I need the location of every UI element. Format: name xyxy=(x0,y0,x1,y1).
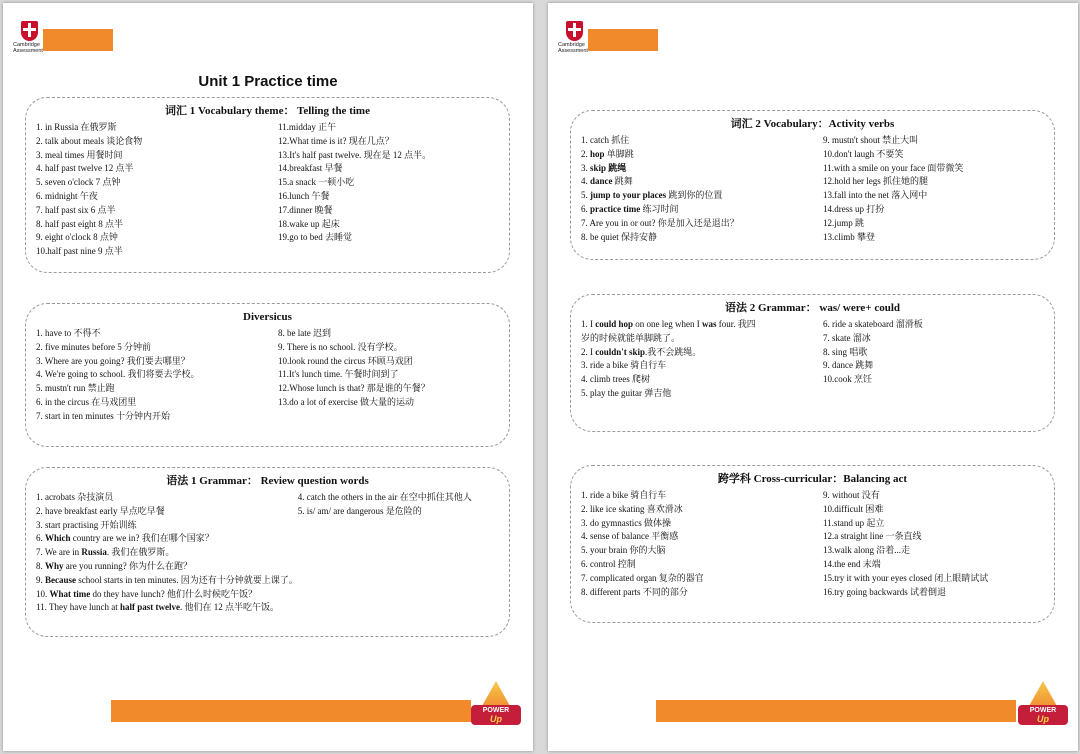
column-right xyxy=(278,121,499,259)
list-item: 1. acrobats 杂技演员 xyxy=(36,492,114,502)
list-item: 16.try going backwards 试着倒退 xyxy=(823,586,946,597)
list-item: 10.difficult 困难 xyxy=(823,503,884,514)
column-left xyxy=(581,318,823,401)
footer-accent-bar xyxy=(111,700,471,722)
list-item: 15.try it with your eyes closed 闭上眼睛试试 xyxy=(823,572,989,583)
list-item: 9. eight o'clock 8 点钟 xyxy=(36,232,118,243)
list-item: 5. jump to your places 跳到你的位置 xyxy=(581,190,723,201)
footer-accent-bar xyxy=(656,700,1016,722)
list-item: 4. dance 跳舞 xyxy=(581,176,633,187)
list-item: 5. your brain 你的大脑 xyxy=(581,545,666,556)
list-item: 2. talk about meals 谈论食物 xyxy=(36,135,143,146)
list-item: 13.It's half past twelve. 现在是 12 点半。 xyxy=(278,149,432,160)
list-item: 10.half past nine 9 点半 xyxy=(36,246,123,257)
list-item: 2. hop 单脚跳 xyxy=(581,148,634,159)
box-title: 跨学科 Cross-curricular：Balancing act xyxy=(717,473,908,485)
column-right xyxy=(823,489,1044,599)
power-up-badge-icon: POWER Up xyxy=(1018,681,1068,733)
column-left xyxy=(36,491,298,615)
header-accent-bar xyxy=(588,29,658,51)
vocabulary-1-box xyxy=(25,97,510,273)
cambridge-logo: Cambridge Assessment xyxy=(13,21,49,57)
list-item: 15.a snack 一顿小吃 xyxy=(278,177,355,188)
power-up-badge-icon: POWER Up xyxy=(471,681,521,733)
column-left xyxy=(36,327,278,424)
list-item: 17.dinner 晚餐 xyxy=(278,204,333,215)
list-item: 7. half past six 6 点半 xyxy=(36,204,116,215)
list-item: 8. different parts 不同的部分 xyxy=(581,586,688,597)
list-item: 10.don't laugh 不要笑 xyxy=(823,148,904,159)
box-title: 语法 2 Grammar： was/ were+ could xyxy=(724,302,900,314)
list-item: 4. half past twelve 12 点半 xyxy=(36,163,134,174)
cross-curricular-box xyxy=(570,465,1055,623)
list-item: 4. catch the others in the air 在空中抓住其他人 xyxy=(297,492,472,502)
list-item: 7. skate 溜冰 xyxy=(823,332,871,343)
list-item: 12.hold her legs 抓住她的腿 xyxy=(823,176,928,187)
page-title: Unit 1 Practice time xyxy=(198,73,338,90)
list-item: 5. mustn't run 禁止跑 xyxy=(36,383,115,394)
list-item: 7. start in ten minutes 十分钟内开始 xyxy=(36,410,170,421)
list-item: 7. complicated organ 复杂的器官 xyxy=(581,572,704,583)
list-item: 12.What time is it? 现在几点？ xyxy=(278,135,394,146)
list-item: 3. skip 跳绳 xyxy=(581,162,627,173)
list-item: 8. Why are you running? 你为什么在跑？ xyxy=(36,560,192,571)
column-right xyxy=(278,327,499,424)
shield-icon xyxy=(566,21,583,41)
list-item: 3. start practising 开始训练 xyxy=(36,519,137,530)
list-item: 岁的时候就能单脚跳了。 xyxy=(581,332,681,343)
list-item: 18.wake up 起床 xyxy=(278,218,340,229)
list-item: 19.go to bed 去睡觉 xyxy=(278,232,352,243)
list-item: 1. have to 不得不 xyxy=(36,328,101,338)
list-item: 6. Which country are we in? 我们在哪个国家？ xyxy=(36,533,214,544)
list-item: 6. ride a skateboard 溜滑板 xyxy=(823,319,923,329)
list-item: 5. play the guitar 弹吉他 xyxy=(581,387,672,398)
vocabulary-2-box xyxy=(570,110,1055,260)
list-item: 6. midnight 午夜 xyxy=(36,190,98,201)
list-item: 11. They have lunch at half past twelve. 他们在 12 点半吃午饭。 xyxy=(36,602,279,613)
list-item: 7. Are you in or out? 你是加入还是退出？ xyxy=(581,217,739,228)
list-item: 4. sense of balance 平衡感 xyxy=(581,531,679,542)
list-item: 8. half past eight 8 点半 xyxy=(36,218,123,229)
box-title: 语法 1 Grammar： Review question words xyxy=(166,475,369,487)
column-right xyxy=(823,318,1044,401)
header-accent-bar xyxy=(43,29,113,51)
list-item: 9. dance 跳舞 xyxy=(823,360,874,371)
column-left xyxy=(36,121,278,259)
list-item: 2. like ice skating 喜欢滑冰 xyxy=(581,503,683,514)
list-item: 12.jump 跳 xyxy=(823,217,865,228)
list-item: 6. practice time 练习时间 xyxy=(581,203,679,214)
list-item: 13.fall into the net 落入网中 xyxy=(823,190,928,201)
list-item: 1. in Russia 在俄罗斯 xyxy=(36,122,117,132)
list-item: 5. is/ am/ are dangerous 是危险的 xyxy=(297,505,422,516)
list-item: 8. be late 迟到 xyxy=(278,328,331,338)
list-item: 8. sing 唱歌 xyxy=(823,346,868,357)
list-item: 11.midday 正午 xyxy=(278,122,337,132)
list-item: 14.breakfast 早餐 xyxy=(278,163,343,174)
list-item: 3. do gymnastics 做体操 xyxy=(581,517,671,528)
diversicus-box xyxy=(25,303,510,447)
shield-icon xyxy=(21,21,38,41)
column-right xyxy=(298,491,499,615)
grammar-2-box xyxy=(570,294,1055,432)
list-item: 1. I could hop on one leg when I was four. 我四 xyxy=(581,319,756,329)
list-item: 13.do a lot of exercise 做大量的运动 xyxy=(278,396,414,407)
box-title: Diversicus xyxy=(243,311,292,323)
list-item: 10.cook 烹饪 xyxy=(823,374,872,385)
list-item: 4. climb trees 爬树 xyxy=(581,374,650,385)
list-item: 11.It's lunch time. 午餐时间到了 xyxy=(278,369,399,380)
box-title: 词汇 2 Vocabulary：Activity verbs xyxy=(730,118,895,130)
cambridge-logo: Cambridge Assessment xyxy=(558,21,594,57)
list-item: 5. seven o'clock 7 点钟 xyxy=(36,177,121,188)
list-item: 12.Whose lunch is that? 那是谁的午餐？ xyxy=(278,383,430,394)
list-item: 6. control 控制 xyxy=(581,558,636,569)
list-item: 1. ride a bike 骑自行车 xyxy=(581,490,667,500)
list-item: 9. mustn't shout 禁止大叫 xyxy=(823,135,919,145)
list-item: 9. without 没有 xyxy=(823,490,880,500)
page-right xyxy=(548,3,1078,751)
list-item: 3. Where are you going? 我们要去哪里？ xyxy=(36,355,190,366)
list-item: 1. catch 抓住 xyxy=(581,135,630,145)
list-item: 13.climb 攀登 xyxy=(823,231,875,242)
list-item: 11.stand up 起立 xyxy=(823,517,885,528)
page-left xyxy=(3,3,533,751)
list-item: 6. in the circus 在马戏团里 xyxy=(36,396,137,407)
list-item: 2. have breakfast early 早点吃早餐 xyxy=(36,505,165,516)
list-item: 7. We are in Russia. 我们在俄罗斯。 xyxy=(36,547,175,558)
list-item: 10. What time do they have lunch? 他们什么时候吃午饭？ xyxy=(36,588,257,599)
list-item: 10.look round the circus 环顾马戏团 xyxy=(278,355,413,366)
box-title: 词汇 1 Vocabulary theme： Telling the time xyxy=(165,105,370,117)
column-left xyxy=(581,489,823,599)
list-item: 2. I couldn't skip.我不会跳绳。 xyxy=(581,346,702,357)
list-item: 4. We're going to school. 我们将要去学校。 xyxy=(36,369,200,380)
list-item: 11.with a smile on your face 面带微笑 xyxy=(823,162,964,173)
list-item: 3. meal times 用餐时间 xyxy=(36,149,123,160)
list-item: 3. ride a bike 骑自行车 xyxy=(581,360,667,371)
list-item: 9. There is no school. 没有学校。 xyxy=(278,341,403,352)
list-item: 13.walk along 沿着...走 xyxy=(823,545,910,556)
list-item: 8. be quiet 保持安静 xyxy=(581,231,657,242)
list-item: 16.lunch 午餐 xyxy=(278,190,330,201)
list-item: 14.dress up 打扮 xyxy=(823,203,885,214)
list-item: 12.a straight line 一条直线 xyxy=(823,531,922,542)
column-right xyxy=(823,134,1044,244)
column-left xyxy=(581,134,823,244)
list-item: 2. five minutes before 5 分钟前 xyxy=(36,341,151,352)
list-item: 14.the end 末端 xyxy=(823,558,881,569)
list-item: 9. Because school starts in ten minutes. 因为还有十分钟就要上课了。 xyxy=(36,574,298,585)
grammar-1-box xyxy=(25,467,510,637)
